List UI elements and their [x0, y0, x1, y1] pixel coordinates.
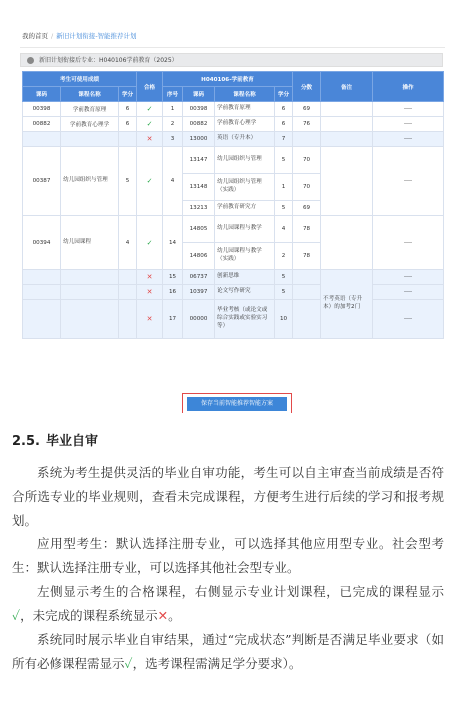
- paragraph-display: [12, 580, 444, 628]
- cell-score: 70: [293, 147, 321, 174]
- header-group-right: H040106-学前教育: [163, 72, 293, 87]
- cell-credit2: 4: [275, 216, 293, 243]
- major-label: 新旧计划衔接后专业：H040106学前教育（2025）: [39, 57, 178, 64]
- cell-credit: [119, 270, 137, 285]
- cell-pass: [137, 102, 163, 117]
- cell-name2: 幼儿园课程与教学: [215, 216, 275, 243]
- cell-score: [293, 285, 321, 300]
- cell-code2: 00000: [183, 300, 215, 339]
- table-row: [23, 285, 444, 300]
- save-plan-button[interactable]: 保存当前智能推荐智能方案: [187, 397, 287, 411]
- cell-action[interactable]: ----: [373, 270, 444, 285]
- cell-code2: 13000: [183, 132, 215, 147]
- cell-action[interactable]: ----: [373, 102, 444, 117]
- cell-name2: 学前教育心理学: [215, 117, 275, 132]
- paragraph-text: 系统同时展示毕业自审结果，通过“完成状态”判断是否满足毕业要求（如所有必修课程需显示: [12, 632, 444, 671]
- check-icon: ✓: [146, 105, 153, 113]
- cell-action[interactable]: ----: [373, 117, 444, 132]
- section-heading: [12, 430, 98, 449]
- cell-credit2: 2: [275, 243, 293, 270]
- cell-name: 幼儿园课程: [61, 216, 119, 270]
- cell-code: 00394: [23, 216, 61, 270]
- cell-code2: 00882: [183, 117, 215, 132]
- cell-credit: 5: [119, 147, 137, 216]
- table-row: [23, 132, 444, 147]
- cell-name2: 幼儿园组织与管理: [215, 147, 275, 174]
- header-name: 课程名称: [61, 87, 119, 102]
- cell-pass: [137, 270, 163, 285]
- cell-credit: 4: [119, 216, 137, 270]
- cell-remark: [321, 147, 373, 216]
- breadcrumb: [22, 31, 137, 40]
- cell-pass: [137, 216, 163, 270]
- cell-seq: 15: [163, 270, 183, 285]
- cell-pass: [137, 117, 163, 132]
- cell-credit2: 1: [275, 174, 293, 201]
- screenshot-panel: [10, 25, 445, 413]
- table-row: [23, 270, 444, 285]
- header-pass: 合格: [137, 72, 163, 102]
- cell-code: [23, 285, 61, 300]
- cell-credit: [119, 285, 137, 300]
- cell-code: 00882: [23, 117, 61, 132]
- cell-seq: 2: [163, 117, 183, 132]
- cell-action[interactable]: ----: [373, 285, 444, 300]
- cell-credit2: 6: [275, 117, 293, 132]
- cell-score: [293, 270, 321, 285]
- check-icon: ✓: [12, 608, 21, 623]
- header-name2: 课程名称: [215, 87, 275, 102]
- cell-credit: 6: [119, 117, 137, 132]
- cell-code2: 14806: [183, 243, 215, 270]
- cell-credit2: 5: [275, 285, 293, 300]
- paragraph-intro: [12, 461, 444, 533]
- table-row: [23, 147, 444, 174]
- cell-code: [23, 132, 61, 147]
- header-code2: 课码: [183, 87, 215, 102]
- cell-remark-note: 不考英语（专升本）的加考2门: [321, 270, 373, 339]
- cell-name2: 幼儿园组织与管理（实践）: [215, 174, 275, 201]
- cell-code: [23, 300, 61, 339]
- paragraph-text: ，未完成的课程系统显示: [20, 608, 158, 623]
- cross-icon: ✕: [146, 288, 153, 296]
- cell-seq: 3: [163, 132, 183, 147]
- cell-code2: 13213: [183, 201, 215, 216]
- cross-icon: ✕: [146, 315, 153, 323]
- check-icon: ✓: [146, 120, 153, 128]
- cell-pass: [137, 285, 163, 300]
- paragraph-text: 。: [168, 608, 181, 623]
- header-seq: 序号: [163, 87, 183, 102]
- cell-name2: 毕业考核（或论文或综合实践或实验实习等）: [215, 300, 275, 339]
- section-number: 2.5.: [12, 434, 40, 449]
- cell-pass: [137, 300, 163, 339]
- cell-name: [61, 285, 119, 300]
- cell-score: 78: [293, 216, 321, 243]
- paragraph-text: 系统为考生提供灵活的毕业自审功能，考生可以自主审查当前成绩是否符合所选专业的毕业规则，查看未完成课程，方便考生进行后续的学习和报考规划。: [12, 465, 444, 528]
- info-icon: [27, 57, 34, 64]
- cell-credit2: 6: [275, 102, 293, 117]
- cell-score: 69: [293, 201, 321, 216]
- table-row: [23, 117, 444, 132]
- cell-credit2: 10: [275, 300, 293, 339]
- breadcrumb-separator: /: [51, 32, 54, 40]
- plan-table: [22, 71, 444, 339]
- header-code: 课码: [23, 87, 61, 102]
- major-bar: [20, 53, 443, 67]
- cell-seq: 16: [163, 285, 183, 300]
- cell-remark: [321, 132, 373, 147]
- cell-code2: 06737: [183, 270, 215, 285]
- cell-action[interactable]: ----: [373, 147, 444, 216]
- check-icon: ✓: [124, 656, 133, 671]
- header-credit2: 学分: [275, 87, 293, 102]
- check-icon: ✓: [146, 238, 153, 247]
- cell-name2: 学前教育原理: [215, 102, 275, 117]
- paragraph-text: 左侧显示考生的合格课程，右侧显示专业计划课程，已完成的课程显示: [37, 584, 444, 599]
- cell-pass: [137, 147, 163, 216]
- cell-action[interactable]: ----: [373, 300, 444, 339]
- cell-name: [61, 300, 119, 339]
- cell-credit: [119, 300, 137, 339]
- header-action: 操作: [373, 72, 444, 102]
- cell-code2: 13147: [183, 147, 215, 174]
- cell-seq: 14: [163, 216, 183, 270]
- cell-code2: 00398: [183, 102, 215, 117]
- table-row: [23, 102, 444, 117]
- cell-name2: 英语（专升本）: [215, 132, 275, 147]
- cell-credit: 6: [119, 102, 137, 117]
- table-row: [23, 216, 444, 243]
- paragraph-candidates: [12, 532, 444, 580]
- cell-code: 00387: [23, 147, 61, 216]
- header-credit: 学分: [119, 87, 137, 102]
- cell-code2: 14805: [183, 216, 215, 243]
- cell-credit: [119, 132, 137, 147]
- cell-remark: [321, 117, 373, 132]
- cross-icon: ✕: [146, 135, 153, 143]
- cell-score: 76: [293, 117, 321, 132]
- cell-score: [293, 300, 321, 339]
- breadcrumb-current[interactable]: 新旧计划衔接-智能推荐计划: [56, 32, 137, 40]
- cell-remark: [321, 216, 373, 270]
- cell-action[interactable]: ----: [373, 132, 444, 147]
- paragraph-result: [12, 628, 444, 676]
- paragraph-text: 应用型考生：默认选择注册专业，可以选择其他应用型专业。社会型考生：默认选择注册专业，可以选择其他社会型专业。: [12, 536, 444, 575]
- cell-seq: 1: [163, 102, 183, 117]
- cell-name2: 论文写作研究: [215, 285, 275, 300]
- cell-name2: 创新思维: [215, 270, 275, 285]
- cell-seq: 17: [163, 300, 183, 339]
- cross-icon: ✕: [146, 273, 153, 281]
- save-plan-button-frame: [182, 393, 292, 413]
- header-score: 分数: [293, 72, 321, 102]
- cell-remark: [321, 102, 373, 117]
- cell-credit2: 5: [275, 270, 293, 285]
- table-row: [23, 300, 444, 339]
- cell-code2: 13148: [183, 174, 215, 201]
- cell-name2: 幼儿园课程与教学（实践）: [215, 243, 275, 270]
- cell-name: [61, 132, 119, 147]
- cell-code: [23, 270, 61, 285]
- cell-pass: [137, 132, 163, 147]
- cell-name2: 学前教育研究方: [215, 201, 275, 216]
- check-icon: ✓: [146, 177, 153, 185]
- cell-score: 78: [293, 243, 321, 270]
- cell-name: [61, 270, 119, 285]
- cell-score: 69: [293, 102, 321, 117]
- cell-name: 幼儿园组织与管理: [61, 147, 119, 216]
- breadcrumb-home[interactable]: 我的首页: [22, 32, 48, 40]
- header-remark: 备注: [321, 72, 373, 102]
- cell-credit2: 5: [275, 147, 293, 174]
- cell-score: 70: [293, 174, 321, 201]
- cell-credit2: 5: [275, 201, 293, 216]
- cell-name: 学前教育原理: [61, 102, 119, 117]
- cell-score: [293, 132, 321, 147]
- cross-icon: ✕: [157, 608, 169, 623]
- cell-seq: 4: [163, 147, 183, 216]
- header-group-left: 考生可使用成绩: [23, 72, 137, 87]
- paragraph-text: ，选考课程需满足学分要求）。: [132, 656, 302, 671]
- cell-code: 00398: [23, 102, 61, 117]
- cell-name: 学前教育心理学: [61, 117, 119, 132]
- cell-action[interactable]: ----: [373, 216, 444, 270]
- divider: [20, 47, 445, 48]
- cell-code2: 10397: [183, 285, 215, 300]
- cell-credit2: 7: [275, 132, 293, 147]
- section-title: 毕业自审: [45, 434, 98, 449]
